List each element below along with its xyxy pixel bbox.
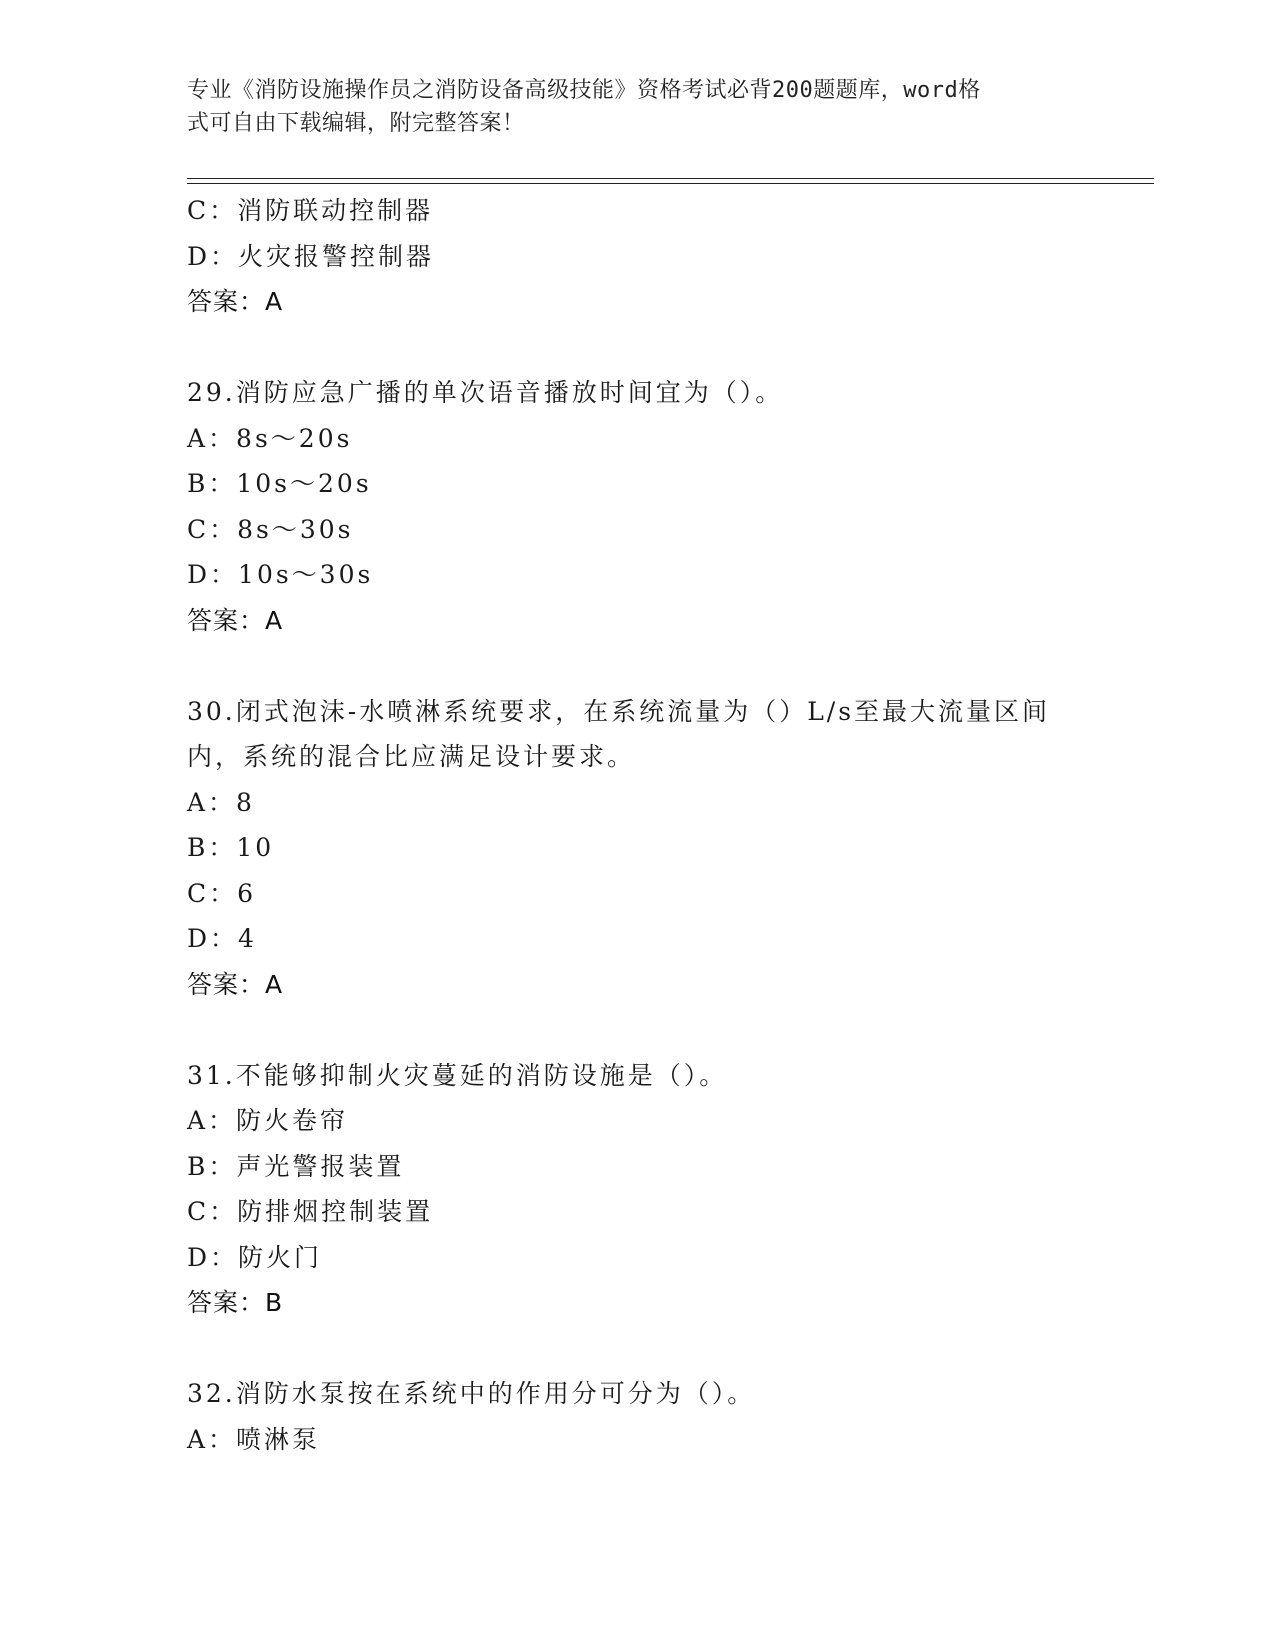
spacer <box>187 1007 1087 1053</box>
option-d: D：10s～30s <box>187 560 374 589</box>
option-d: D：4 <box>187 924 257 953</box>
option-b: B：10s～20s <box>187 469 372 498</box>
header-divider-bottom <box>187 183 1154 184</box>
document-header <box>187 74 1067 140</box>
option-a: A：喷淋泵 <box>187 1424 321 1454</box>
header-line-1: 专业《消防设施操作员之消防设备高级技能》资格考试必背200题题库，word格 <box>187 78 981 103</box>
option-c: C：防排烟控制装置 <box>187 1197 434 1226</box>
question-29-stem: 29.消防应急广播的单次语音播放时间宜为（）。 <box>187 378 784 407</box>
answer-label: 答案：A <box>187 605 284 635</box>
option-b: B：10 <box>187 833 275 862</box>
spacer <box>187 1326 1087 1372</box>
option-a: A：8s～20s <box>187 423 353 453</box>
question-list <box>187 188 1087 1462</box>
option-d: D：防火门 <box>187 1242 323 1272</box>
option-c: C：8s～30s <box>187 514 354 544</box>
header-line-2: 式可自由下载编辑，附完整答案！ <box>187 111 525 136</box>
option-b: B：声光警报装置 <box>187 1151 405 1181</box>
answer-label: 答案：B <box>187 1288 284 1317</box>
question-31-stem: 31.不能够抑制火灾蔓延的消防设施是（）。 <box>187 1060 728 1090</box>
question-30-stem-line-1: 30.闭式泡沫-水喷淋系统要求，在系统流量为（）L/s至最大流量区间 <box>187 696 1051 726</box>
option-c: C：消防联动控制器 <box>187 196 434 225</box>
answer-label: 答案：A <box>187 969 284 999</box>
question-30-stem-line-2: 内，系统的混合比应满足设计要求。 <box>187 742 636 771</box>
option-d: D：火灾报警控制器 <box>187 241 435 271</box>
option-c: C：6 <box>187 878 257 908</box>
option-a: A：防火卷帘 <box>187 1106 349 1135</box>
header-divider-top <box>187 178 1154 179</box>
question-32-stem: 32.消防水泵按在系统中的作用分可分为（）。 <box>187 1379 756 1408</box>
option-a: A：8 <box>187 787 255 817</box>
spacer <box>187 643 1087 689</box>
spacer <box>187 325 1087 371</box>
answer-label: 答案：A <box>187 287 284 316</box>
